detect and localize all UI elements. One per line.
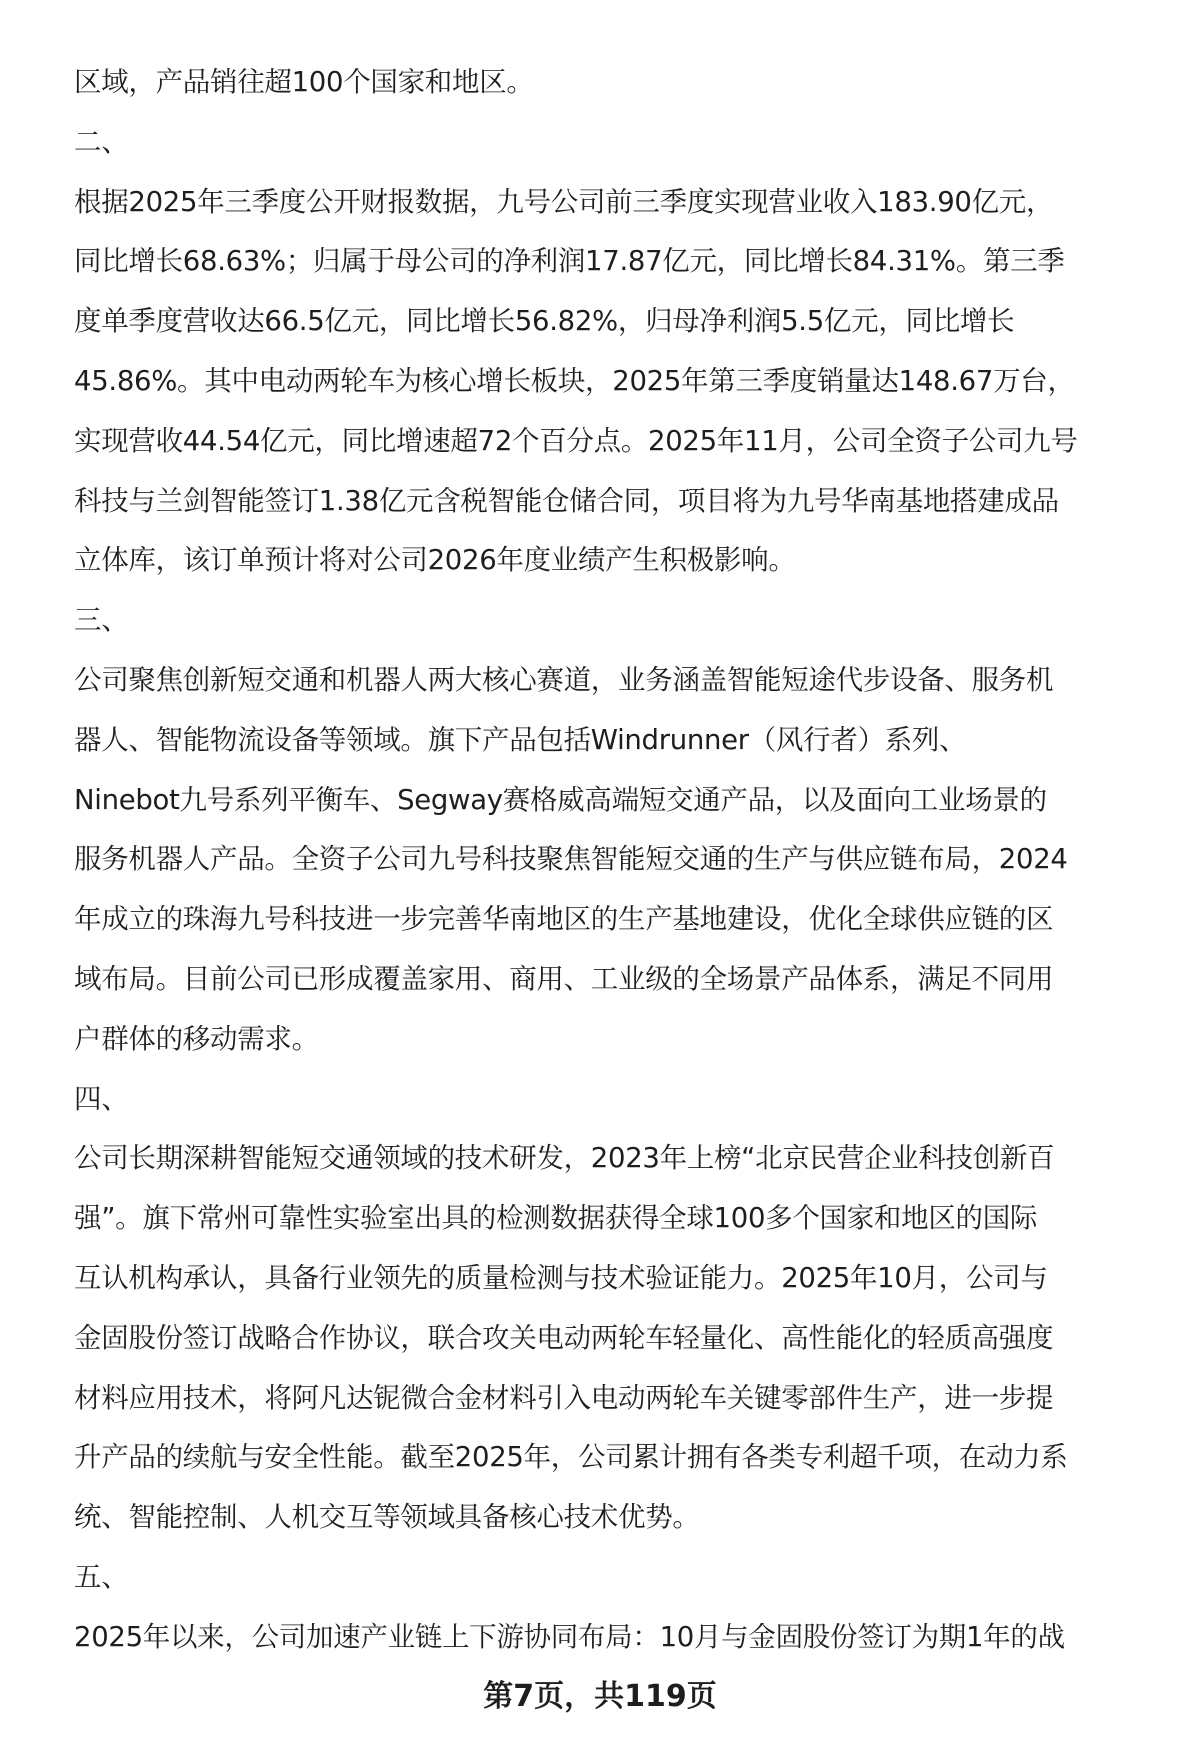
text-line: 升产品的续航与安全性能。截至2025年，公司累计拥有各类专利超千项，在动力系 — [74, 1441, 1068, 1474]
text-line: 同比增长68.63%；归属于母公司的净利润17.87亿元，同比增长84.31%。第三季 — [74, 245, 1065, 278]
text-line: 公司长期深耕智能短交通领域的技术研发，2023年上榜“北京民营企业科技创新百 — [74, 1142, 1055, 1175]
section-heading: 五、 — [74, 1560, 129, 1593]
page-number: 第7页，共119页 — [483, 1679, 717, 1714]
text-line: 实现营收44.54亿元，同比增速超72个百分点。2025年11月，公司全资子公司九号 — [74, 424, 1078, 457]
text-line: 科技与兰剑智能签订1.38亿元含税智能仓储合同，项目将为九号华南基地搭建成品 — [74, 484, 1059, 517]
text-line: 年成立的珠海九号科技进一步完善华南地区的生产基地建设，优化全球供应链的区 — [74, 903, 1054, 936]
text-line: 公司聚焦创新短交通和机器人两大核心赛道，业务涵盖智能短途代步设备、服务机 — [74, 663, 1054, 696]
text-line: 器人、智能物流设备等领域。旗下产品包括Windrunner（风行者）系列、 — [74, 723, 967, 756]
text-line: 金固股份签订战略合作协议，联合攻关电动两轮车轻量化、高性能化的轻质高强度 — [74, 1321, 1054, 1354]
text-line: Ninebot九号系列平衡车、Segway赛格威高端短交通产品，以及面向工业场景的 — [74, 783, 1047, 816]
text-line: 服务机器人产品。全资子公司九号科技聚焦智能短交通的生产与供应链布局，2024 — [74, 843, 1068, 876]
text-line: 统、智能控制、人机交互等领域具备核心技术优势。 — [74, 1501, 700, 1534]
text-line: 根据2025年三季度公开财报数据，九号公司前三季度实现营业收入183.90亿元， — [74, 185, 1054, 218]
text-line: 强”。旗下常州可靠性实验室出具的检测数据获得全球100多个国家和地区的国际 — [74, 1202, 1038, 1235]
text-line: 材料应用技术，将阿凡达铌微合金材料引入电动两轮车关键零部件生产，进一步提 — [74, 1381, 1054, 1414]
text-line: 2025年以来，公司加速产业链上下游协同布局：10月与金固股份签订为期1年的战 — [74, 1620, 1065, 1653]
text-line: 度单季度营收达66.5亿元，同比增长56.82%，归母净利润5.5亿元，同比增长 — [74, 305, 1015, 338]
text-line: 户群体的移动需求。 — [74, 1022, 319, 1055]
section-heading: 二、 — [74, 125, 129, 158]
section-heading: 四、 — [74, 1082, 129, 1115]
document-body — [74, 53, 1174, 1668]
text-line: 区域，产品销往超100个国家和地区。 — [74, 66, 534, 98]
text-line: 域布局。目前公司已形成覆盖家用、商用、工业级的全场景产品体系，满足不同用 — [74, 962, 1054, 995]
text-line: 互认机构承认，具备行业领先的质量检测与技术验证能力。2025年10月，公司与 — [74, 1261, 1048, 1294]
text-line: 立体库，该订单预计将对公司2026年度业绩产生积极影响。 — [74, 544, 796, 577]
section-heading: 三、 — [74, 604, 129, 637]
text-line: 45.86%。其中电动两轮车为核心增长板块，2025年第三季度销量达148.67万台， — [74, 364, 1075, 397]
